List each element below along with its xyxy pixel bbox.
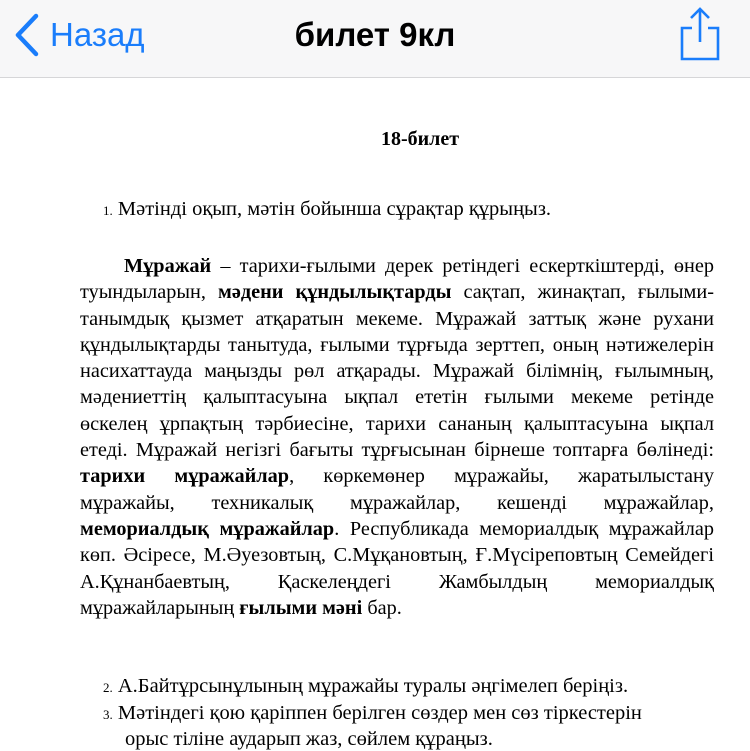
back-button[interactable] xyxy=(14,12,145,58)
question-2 xyxy=(103,675,628,698)
paragraph-text: , көркемөнер мұражайы, жаратылыстану мұражайы, техникалық мұражайлар, кешенді мұражайлар, xyxy=(80,465,714,514)
question-1 xyxy=(103,198,551,221)
document-view xyxy=(0,78,750,750)
question-number: 3. xyxy=(103,707,113,722)
ticket-title: 18-билет xyxy=(380,128,460,150)
question-text: Мәтінді оқып, мәтін бойынша сұрақтар құрыңыз. xyxy=(117,198,552,220)
question-text: А.Байтұрсынұлының мұражайы туралы әңгімелеп беріңіз. xyxy=(117,675,629,697)
paragraph-text: сақтап, жинақтап, ғылыми-танымдық қызмет атқаратын мекеме. Мұражай заттық және рухани құндылықтарды танытуда, ғылыми тұрғыда зерттеп, оның нәтижелерін насихаттауда маңызды рөл атқарады. Мұражай білімнің, ғылымның, мәдениеттің қалыптасуына ықпал ететін ғылыми мекеме ретінде өскелең ұрпақтың тәрбиесіне, тарихи сананың қалыптасуына ықпал етеді. Мұражай негізгі бағыты тұрғысынан бірнеше топтарға бөлінеді: xyxy=(80,281,714,462)
paragraph-text: – тарихи-ғылыми дерек ретіндегі ескерткіштерді, өнер туындыларын, xyxy=(80,255,714,304)
bold-term: мемориалдық мұражайлар xyxy=(80,517,335,540)
chevron-left-icon xyxy=(14,13,40,57)
page-title: билет 9кл xyxy=(294,16,456,53)
text-paragraph xyxy=(80,253,714,621)
question-3 xyxy=(103,702,642,725)
bold-term: мәдени құндылықтарды xyxy=(218,281,452,304)
paragraph-text: бар. xyxy=(362,596,402,619)
share-button[interactable] xyxy=(678,6,722,62)
paragraph-text: . Республикада мемориалдық мұражайлар көп. Әсіресе, М.Әуезовтың, С.Мұқановтың, Ғ.Мүсіреповтың Семейдегі А.Құнанбаевтың, Қаскелеңдегі Жамбылдың мемориалдық мұражайларының xyxy=(80,517,714,619)
back-label: Назад xyxy=(50,16,145,53)
navigation-bar xyxy=(0,0,750,78)
share-icon xyxy=(678,6,722,62)
question-3-continuation: орыс тіліне аударып жаз, сөйлем құраңыз. xyxy=(125,728,493,750)
question-number: 1. xyxy=(103,203,113,218)
question-text: Мәтіндегі қою қаріппен берілген сөздер мен сөз тіркестерін xyxy=(117,702,642,724)
bold-term: тарихи мұражайлар xyxy=(80,465,290,488)
bold-term: Мұражай xyxy=(124,255,212,277)
question-number: 2. xyxy=(103,680,113,695)
bold-term: ғылыми мәні xyxy=(239,596,363,619)
